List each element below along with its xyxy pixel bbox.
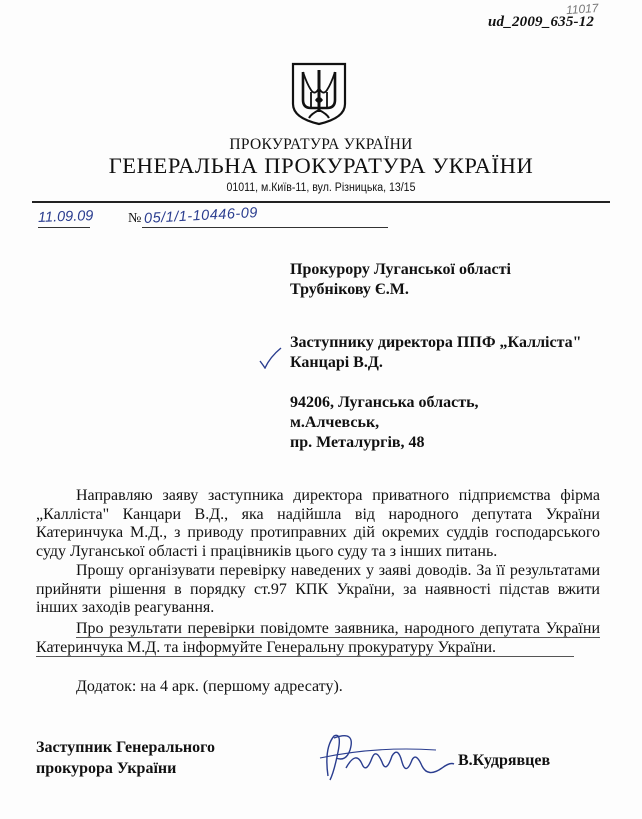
address-line-1: 94206, Луганська область, [290, 394, 479, 411]
number-sign: № [128, 211, 142, 226]
paragraph-1: Направляю заяву заступника директора приватного підприємства фірма „Каллiста" Канцари В.Д., яка надійшла від народного депутата України Катеринчука М.Д., з приводу протиправних дій окремих суддів господарського суду Луганської області і працівників цього суду та з інших питань. [36, 487, 600, 560]
trident-emblem-icon [291, 62, 347, 126]
registration-number-handwritten: 11017 [565, 0, 599, 18]
address-line-3: пр. Металургів, 48 [290, 434, 425, 451]
recipient-2-line-1: Заступнику директора ППФ „Каллiста" [290, 334, 582, 351]
recipient-prosecutor [290, 260, 511, 300]
handwritten-underline-2 [36, 656, 574, 657]
recipient-1-line-2: Трубнікову Є.М. [290, 281, 409, 298]
header-rule [32, 201, 610, 203]
org-name-main: ГЕНЕРАЛЬНА ПРОКУРАТУРА УКРАЇНИ [108, 153, 534, 178]
recipient-1-line-1: Прокурору Луганської області [290, 261, 511, 278]
signatory-title-line-1: Заступник Генерального [36, 739, 216, 756]
outgoing-number: 05/1/1-10446-09 [143, 205, 259, 227]
recipient-company [290, 333, 582, 373]
handwritten-signature [316, 728, 456, 792]
recipient-2-line-2: Канцарі В.Д. [290, 354, 383, 371]
number-underline [142, 227, 388, 228]
org-address: 01011, м.Київ-11, вул. Різницька, 13/15 [226, 182, 416, 194]
address-line-2: м.Алчевськ, [290, 414, 380, 431]
org-name-small: ПРОКУРАТУРА УКРАЇНИ [229, 136, 413, 153]
check-mark-icon [258, 347, 282, 369]
paragraph-2: Прошу організувати перевірку наведених у заяві доводів. За її результатами прийняти рішення в порядку ст.97 КПК України, за наявності підстав вжити інших заходів реагування. [36, 562, 600, 617]
date-underline [38, 227, 90, 228]
handwritten-underline-1 [76, 637, 600, 638]
recipient-postal-address [290, 393, 479, 453]
outgoing-date: 11.09.09 [37, 208, 94, 226]
document-id: ud_2009_635-12 [488, 14, 595, 30]
paragraph-3: Про результати перевірки повідомте заявника, народного депутата України Катеринчука М.Д. та інформуйте Генеральну прокуратуру України. [36, 620, 600, 656]
signatory-title-line-2: прокурора України [36, 760, 177, 777]
signatory-title [36, 737, 215, 779]
attachment-note: Додаток: на 4 арк. (першому адресату). [76, 678, 343, 695]
outgoing-registration [38, 205, 398, 235]
signatory-name: В.Кудрявцев [458, 752, 551, 769]
